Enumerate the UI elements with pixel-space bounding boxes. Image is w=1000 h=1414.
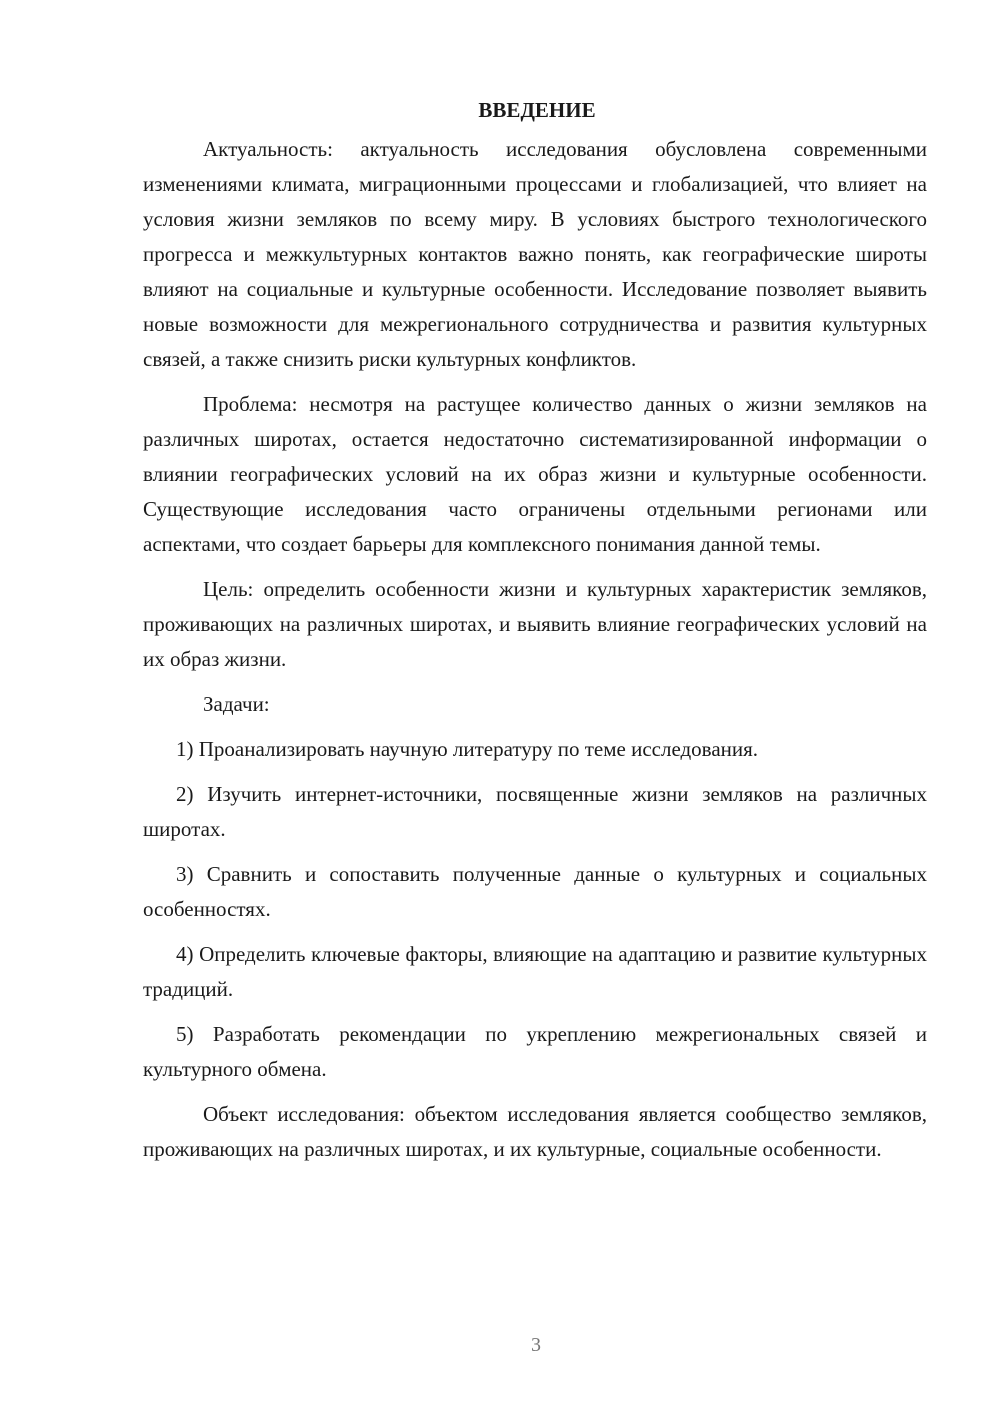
goal-paragraph: Цель: определить особенности жизни и культурных характеристик земляков, проживающих на различных широтах, и выявить влияние географических условий на их образ жизни. (143, 577, 927, 671)
page-number: 3 (531, 1334, 541, 1356)
page-content (143, 92, 927, 1167)
task-item: 2) Изучить интернет-источники, посвященные жизни земляков на различных широтах. (143, 782, 927, 841)
task-item: 4) Определить ключевые факторы, влияющие на адаптацию и развитие культурных традиций. (143, 942, 927, 1001)
relevance-paragraph: Актуальность: актуальность исследования обусловлена современными изменениями климата, миграционными процессами и глобализацией, что влияет на условия жизни земляков по всему миру. В условиях быстрого технологического прогресса и межкультурных контактов важно понять, как географические широты влияют на социальные и культурные особенности. Исследование позволяет выявить новые возможности для межрегионального сотрудничества и развития культурных связей, а также снизить риски культурных конфликтов. (143, 137, 927, 371)
tasks-heading: Задачи: (203, 692, 270, 716)
task-item: 3) Сравнить и сопоставить полученные данные о культурных и социальных особенностях. (143, 862, 927, 921)
object-paragraph: Объект исследования: объектом исследования является сообщество земляков, проживающих на различных широтах, и их культурные, социальные особенности. (143, 1102, 927, 1161)
section-title: ВВЕДЕНИЕ (478, 98, 596, 122)
task-item: 5) Разработать рекомендации по укреплению межрегиональных связей и культурного обмена. (143, 1022, 927, 1081)
task-item: 1) Проанализировать научную литературу по теме исследования. (176, 737, 759, 761)
problem-paragraph: Проблема: несмотря на растущее количество данных о жизни земляков на различных широтах, остается недостаточно систематизированной информации о влиянии географических условий на их образ жизни и культурные особенности. Существующие исследования часто ограничены отдельными регионами или аспектами, что создает барьеры для комплексного понимания данной темы. (143, 392, 927, 556)
